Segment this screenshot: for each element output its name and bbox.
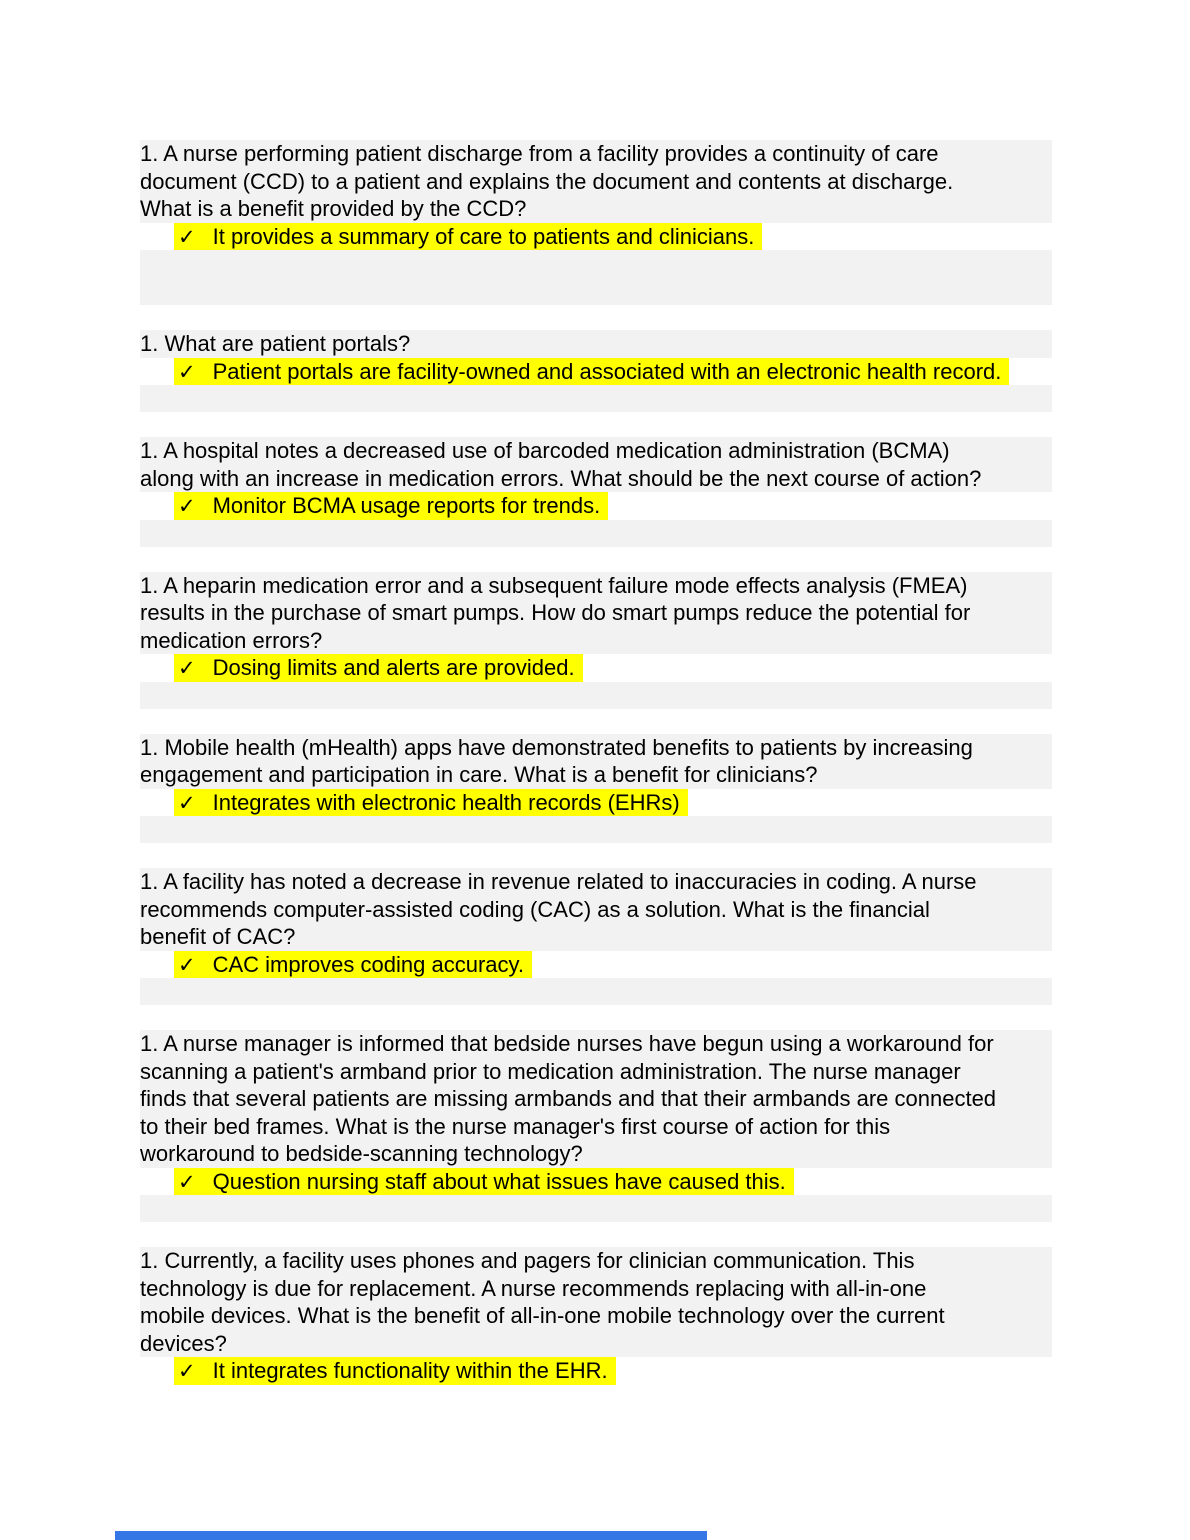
answer-highlight bbox=[174, 492, 608, 520]
answer-highlight bbox=[174, 951, 532, 979]
shaded-spacer bbox=[140, 250, 1052, 305]
answer-text: It integrates functionality within the EHR. bbox=[212, 1358, 608, 1383]
answer-highlight bbox=[174, 358, 1009, 386]
shaded-spacer bbox=[140, 1195, 1052, 1222]
answer-line bbox=[140, 951, 1052, 979]
shaded-spacer bbox=[140, 385, 1052, 412]
answer-line bbox=[140, 358, 1052, 386]
answer-line bbox=[140, 654, 1052, 682]
answer-text: Monitor BCMA usage reports for trends. bbox=[212, 493, 601, 518]
question-block bbox=[140, 140, 1052, 305]
answer-text: CAC improves coding accuracy. bbox=[212, 951, 524, 977]
checkmark-icon: ✓ bbox=[178, 495, 196, 518]
answer-line bbox=[140, 1168, 1052, 1196]
question-text: 1. What are patient portals? bbox=[140, 330, 1052, 358]
answer-line bbox=[140, 789, 1052, 817]
answer-text: It provides a summary of care to patients and clinicians. bbox=[212, 223, 755, 249]
checkmark-icon: ✓ bbox=[178, 360, 196, 384]
question-text: 1. A facility has noted a decrease in revenue related to inaccuracies in coding. A nurse recommends computer-assisted coding (CAC) as a solution. What is the financial benefit of CAC? bbox=[140, 868, 1052, 951]
question-text: 1. Mobile health (mHealth) apps have demonstrated benefits to patients by increasing engagement and participation in care. What is a benefit for clinicians? bbox=[140, 734, 1052, 789]
shaded-spacer bbox=[140, 816, 1052, 843]
question-text: 1. Currently, a facility uses phones and pagers for clinician communication. This technology is due for replacement. A nurse recommends replacing with all-in-one mobile devices. What is the benefit of all-in-one mobile technology over the current devices? bbox=[140, 1247, 1052, 1357]
question-block bbox=[140, 868, 1052, 1005]
question-text: 1. A heparin medication error and a subsequent failure mode effects analysis (FMEA) results in the purchase of smart pumps. How do smart pumps reduce the potential for medication errors? bbox=[140, 572, 1052, 655]
checkmark-icon: ✓ bbox=[178, 225, 196, 249]
answer-text: Dosing limits and alerts are provided. bbox=[212, 655, 575, 680]
checkmark-icon: ✓ bbox=[178, 1170, 196, 1194]
answer-text: Patient portals are facility-owned and associated with an electronic health record. bbox=[212, 358, 1002, 384]
question-block bbox=[140, 330, 1052, 412]
question-block bbox=[140, 572, 1052, 709]
question-text: 1. A nurse performing patient discharge from a facility provides a continuity of care document (CCD) to a patient and explains the document and contents at discharge. What is a benefit provided by the CCD? bbox=[140, 140, 1052, 223]
checkmark-icon: ✓ bbox=[178, 657, 196, 680]
question-block bbox=[140, 1247, 1052, 1385]
checkmark-icon: ✓ bbox=[178, 791, 196, 815]
checkmark-icon: ✓ bbox=[178, 1360, 196, 1383]
question-block bbox=[140, 437, 1052, 547]
shaded-spacer bbox=[140, 520, 1052, 547]
question-text: 1. A hospital notes a decreased use of barcoded medication administration (BCMA) along with an increase in medication errors. What should be the next course of action? bbox=[140, 437, 1052, 492]
question-block bbox=[140, 734, 1052, 844]
answer-text: Question nursing staff about what issues have caused this. bbox=[212, 1168, 786, 1194]
checkmark-icon: ✓ bbox=[178, 953, 196, 977]
answer-text: Integrates with electronic health records (EHRs) bbox=[212, 789, 680, 815]
answer-line bbox=[140, 223, 1052, 251]
shaded-spacer bbox=[140, 978, 1052, 1005]
answer-highlight bbox=[174, 789, 688, 817]
question-text: 1. A nurse manager is informed that bedside nurses have begun using a workaround for scanning a patient's armband prior to medication administration. The nurse manager finds that several patients are missing armbands and that their armbands are connected to their bed frames. What is the nurse manager's first course of action for this workaround to bedside-scanning technology? bbox=[140, 1030, 1052, 1168]
question-block bbox=[140, 1030, 1052, 1222]
answer-line bbox=[140, 1357, 1052, 1385]
answer-highlight bbox=[174, 1168, 794, 1196]
answer-line bbox=[140, 492, 1052, 520]
answer-highlight bbox=[174, 654, 583, 682]
shaded-spacer bbox=[140, 682, 1052, 709]
truncated-blue-highlight-fragment bbox=[115, 1531, 707, 1540]
answer-highlight bbox=[174, 223, 762, 251]
document-page bbox=[140, 140, 1052, 1410]
answer-highlight bbox=[174, 1357, 616, 1385]
